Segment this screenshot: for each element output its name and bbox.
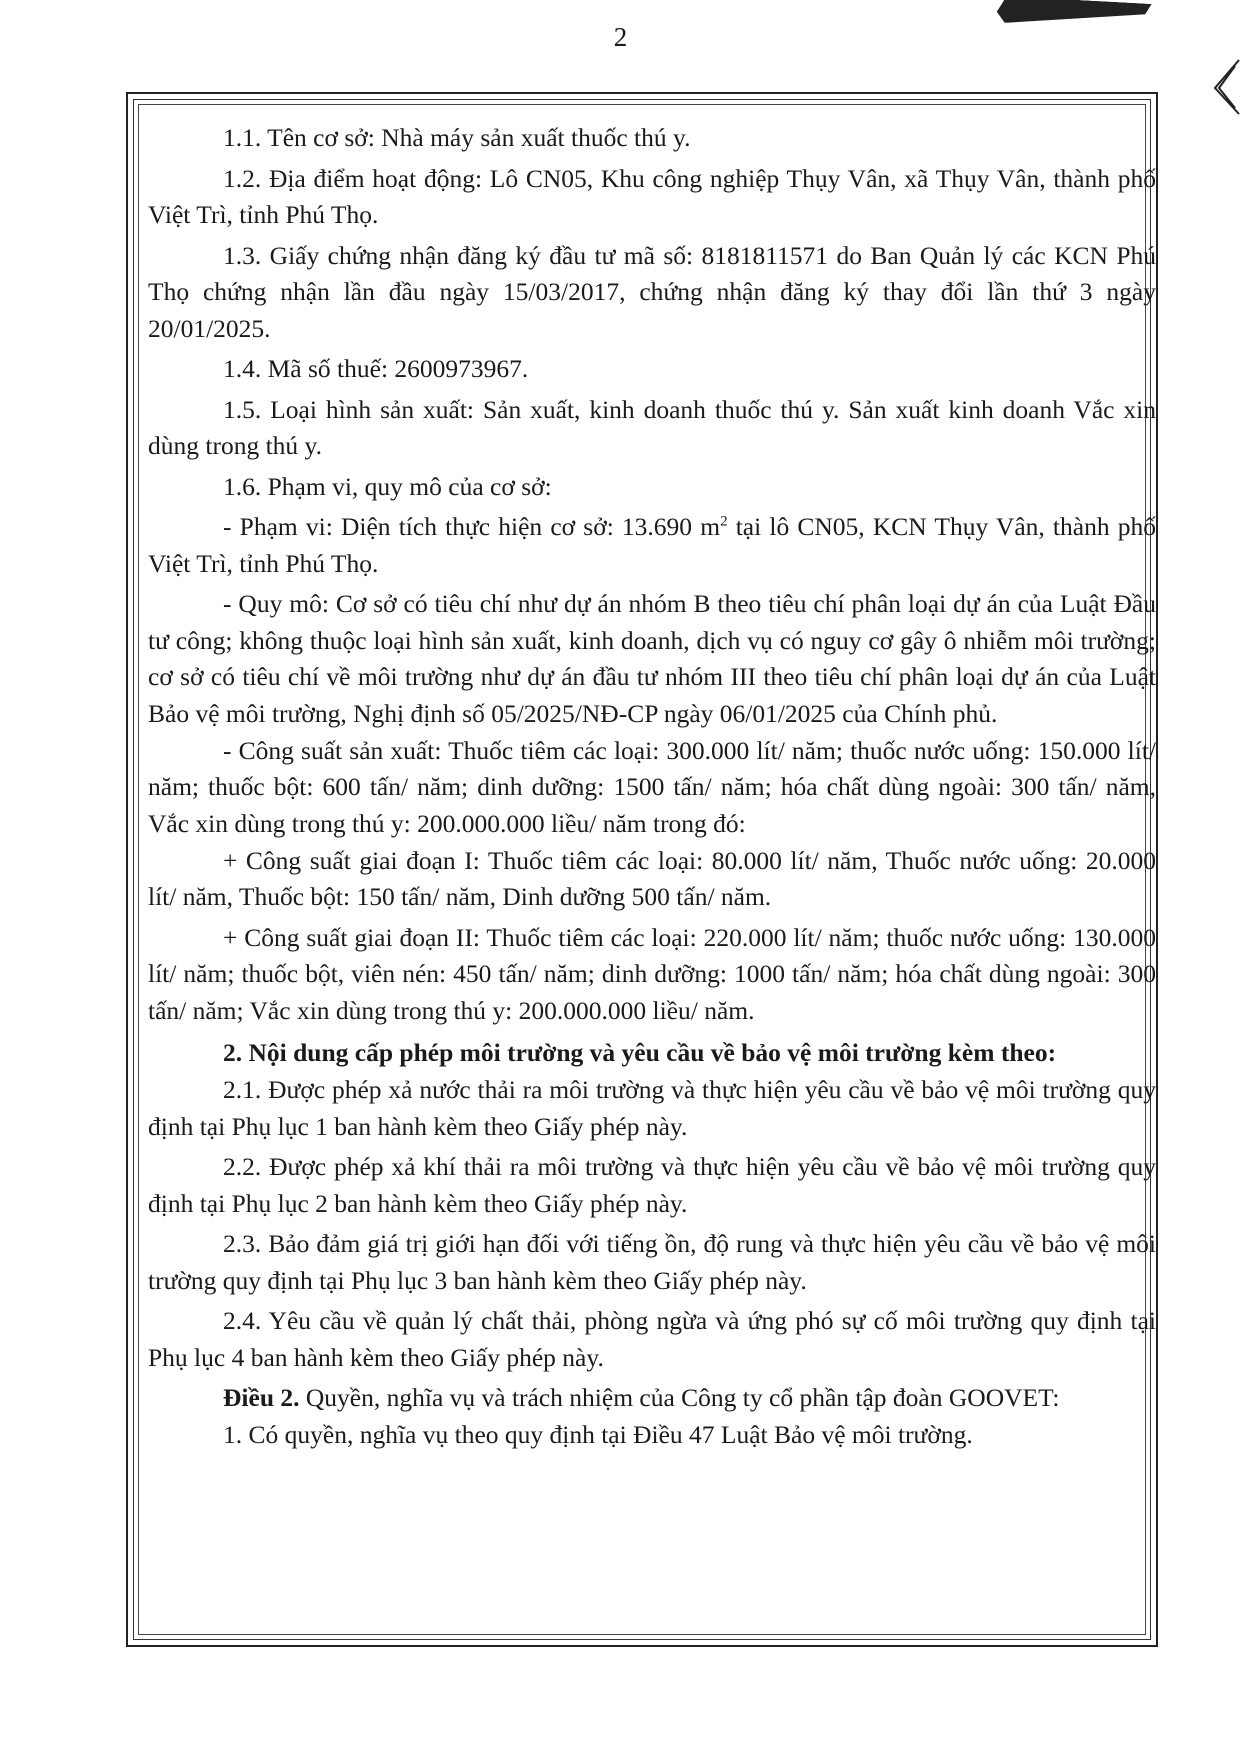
waste-management: 2.4. Yêu cầu về quản lý chất thải, phòng ngừa và ứng phó sự cố môi trường quy định tại Phụ lục 4 ban hành kèm theo Giấy phép này. (148, 1306, 1156, 1372)
article-2: Điều 2. Quyền, nghĩa vụ và trách nhiệm của Công ty cổ phần tập đoàn GOOVET: (223, 1383, 1060, 1412)
noise-vibration-limits: 2.3. Bảo đảm giá trị giới hạn đối với tiếng ồn, độ rung và thực hiện yêu cầu về bảo vệ môi trường quy định tại Phụ lục 3 ban hành kèm theo Giấy phép này. (148, 1229, 1156, 1295)
document-body (148, 120, 1156, 1454)
production-type: 1.5. Loại hình sản xuất: Sản xuất, kinh doanh thuốc thú y. Sản xuất kinh doanh Vắc xin dùng trong thú y. (148, 394, 1156, 460)
investment-certificate: 1.3. Giấy chứng nhận đăng ký đầu tư mã số: 8181811571 do Ban Quản lý các KCN Phú Thọ chứng nhận lần đầu ngày 15/03/2017, chứng nhận đăng ký thay đổi lần thứ 3 ngày 20/01/2025. (148, 240, 1156, 343)
wastewater-permit: 2.1. Được phép xả nước thải ra môi trường và thực hiện yêu cầu về bảo vệ môi trường quy định tại Phụ lục 1 ban hành kèm theo Giấy phép này. (148, 1075, 1156, 1141)
scale-description: - Quy mô: Cơ sở có tiêu chí như dự án nhóm B theo tiêu chí phân loại dự án của Luật Đầu tư công; không thuộc loại hình sản xuất, kinh doanh, dịch vụ có nguy cơ gây ô nhiễm môi trường; cơ sở có tiêu chí về môi trường như dự án đầu tư nhóm III theo tiêu chí phân loại dự án của Luật Bảo vệ môi trường, Nghị định số 05/2025/NĐ-CP ngày 06/01/2025 của Chính phủ. (148, 589, 1156, 728)
emission-permit: 2.2. Được phép xả khí thải ra môi trường và thực hiện yêu cầu về bảo vệ môi trường quy định tại Phụ lục 2 ban hành kèm theo Giấy phép này. (148, 1152, 1156, 1218)
article-2-item-1: 1. Có quyền, nghĩa vụ theo quy định tại Điều 47 Luật Bảo vệ môi trường. (223, 1420, 973, 1449)
facility-name: 1.1. Tên cơ sở: Nhà máy sản xuất thuốc thú y. (223, 123, 691, 152)
scope-heading: 1.6. Phạm vi, quy mô của cơ sở: (223, 471, 552, 501)
facility-location: 1.2. Địa điểm hoạt động: Lô CN05, Khu công nghiệp Thụy Vân, xã Thụy Vân, thành phố Việt Trì, tỉnh Phú Thọ. (148, 163, 1156, 229)
phase-2-capacity: + Công suất giai đoạn II: Thuốc tiêm các loại: 220.000 lít/ năm; thuốc nước uống: 130.000 lít/ năm; thuốc bột, viên nén: 450 tấn/ năm; dinh dưỡng: 1000 tấn/ năm; hóa chất dùng ngoài: 300 tấn/ năm; Vắc xin dùng trong thú y: 200.000.000 liều/ năm. (148, 922, 1156, 1025)
production-capacity: - Công suất sản xuất: Thuốc tiêm các loại: 300.000 lít/ năm; thuốc nước uống: 150.000 lít/ năm; thuốc bột: 600 tấn/ năm; dinh dưỡng: 1500 tấn/ năm; hóa chất dùng ngoài: 300 tấn/ năm, Vắc xin dùng trong thú y: 200.000.000 liều/ năm trong đó: (148, 735, 1156, 838)
phase-1-capacity: + Công suất giai đoạn I: Thuốc tiêm các loại: 80.000 lít/ năm, Thuốc nước uống: 20.000 lít/ năm, Thuốc bột: 150 tấn/ năm, Dinh dưỡng 500 tấn/ năm. (148, 845, 1156, 911)
scope-area: - Phạm vi: Diện tích thực hiện cơ sở: 13.690 $m^2$ tại lô CN05, KCN Thụy Vân, thành phố Việt Trì, tỉnh Phú Thọ. (148, 512, 1156, 578)
tax-code: 1.4. Mã số thuế: 2600973967. (223, 354, 529, 383)
article-2-label: Điều 2. (223, 1383, 300, 1412)
section-2-heading: 2. Nội dung cấp phép môi trường và yêu cầu về bảo vệ môi trường kèm theo: (223, 1038, 1057, 1067)
page-number: 2 (613, 22, 628, 52)
margin-scribble (1211, 58, 1241, 118)
